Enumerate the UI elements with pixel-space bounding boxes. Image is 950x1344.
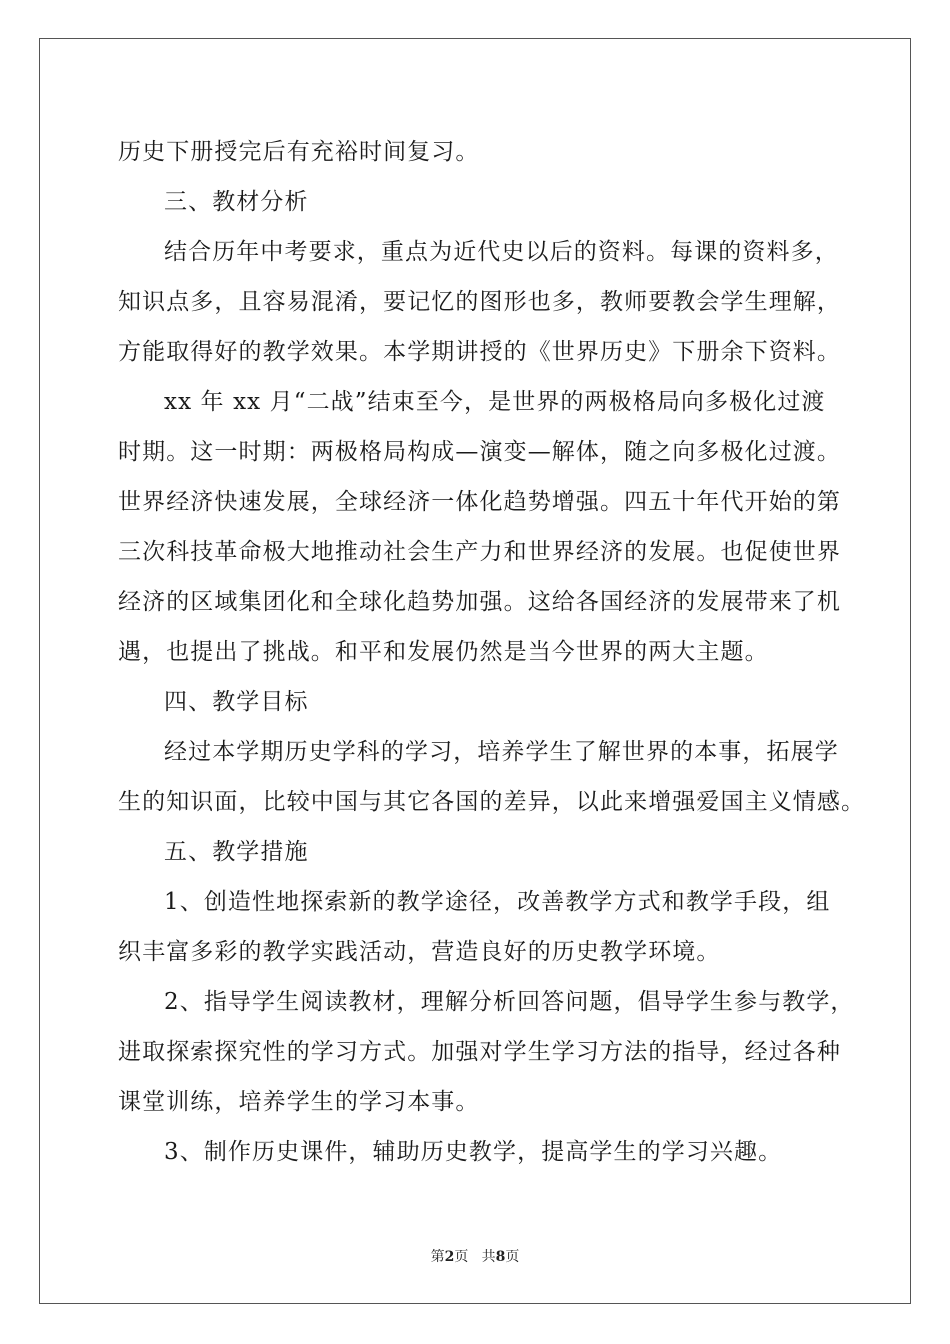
total-page-count: 8 <box>495 1249 506 1265</box>
text-line: 进取探索探究性的学习方式。加强对学生学习方法的指导，经过各种 <box>118 1039 841 1065</box>
text-line: 经济的区域集团化和全球化趋势加强。这给各国经济的发展带来了机 <box>118 589 841 615</box>
text-line: 3、制作历史课件，辅助历史教学，提高学生的学习兴趣。 <box>164 1139 783 1165</box>
footer-page-suffix: 页 <box>454 1249 469 1265</box>
text-line: xx 年 xx 月“二战”结束至今，是世界的两极格局向多极化过渡 <box>164 389 826 415</box>
text-line: 历史下册授完后有充裕时间复习。 <box>118 139 480 165</box>
section-heading: 四、教学目标 <box>164 689 309 715</box>
text-line: 时期。这一时期：两极格局构成—演变—解体，随之向多极化过渡。 <box>118 439 841 465</box>
text-line: 世界经济快速发展，全球经济一体化趋势增强。四五十年代开始的第 <box>118 489 841 515</box>
text-line: 1、创造性地探索新的教学途径，改善教学方式和教学手段，组 <box>164 889 831 915</box>
footer-total-suffix: 页 <box>505 1249 520 1265</box>
text-line: 三次科技革命极大地推动社会生产力和世界经济的发展。也促使世界 <box>118 539 841 565</box>
document-body <box>118 127 866 1177</box>
text-line: 织丰富多彩的教学实践活动，营造良好的历史教学环境。 <box>118 939 721 965</box>
text-line: 知识点多，且容易混淆，要记忆的图形也多，教师要教会学生理解， <box>118 289 841 315</box>
current-page-number: 2 <box>444 1249 455 1265</box>
text-line: 课堂训练，培养学生的学习本事。 <box>118 1089 480 1115</box>
text-line: 2、指导学生阅读教材，理解分析回答问题，倡导学生参与教学， <box>164 989 855 1015</box>
page-footer <box>0 1246 950 1266</box>
footer-prefix: 第 <box>430 1249 445 1265</box>
text-line: 经过本学期历史学科的学习，培养学生了解世界的本事，拓展学 <box>164 739 839 765</box>
text-line: 生的知识面，比较中国与其它各国的差异，以此来增强爱国主义情感。 <box>118 789 866 815</box>
footer-total-prefix: 共 <box>481 1249 496 1265</box>
section-heading: 五、教学措施 <box>164 839 309 865</box>
section-heading: 三、教材分析 <box>164 189 309 215</box>
text-line: 结合历年中考要求，重点为近代史以后的资料。每课的资料多， <box>164 239 839 265</box>
text-line: 方能取得好的教学效果。本学期讲授的《世界历史》下册余下资料。 <box>118 339 841 365</box>
text-line: 遇，也提出了挑战。和平和发展仍然是当今世界的两大主题。 <box>118 639 769 665</box>
